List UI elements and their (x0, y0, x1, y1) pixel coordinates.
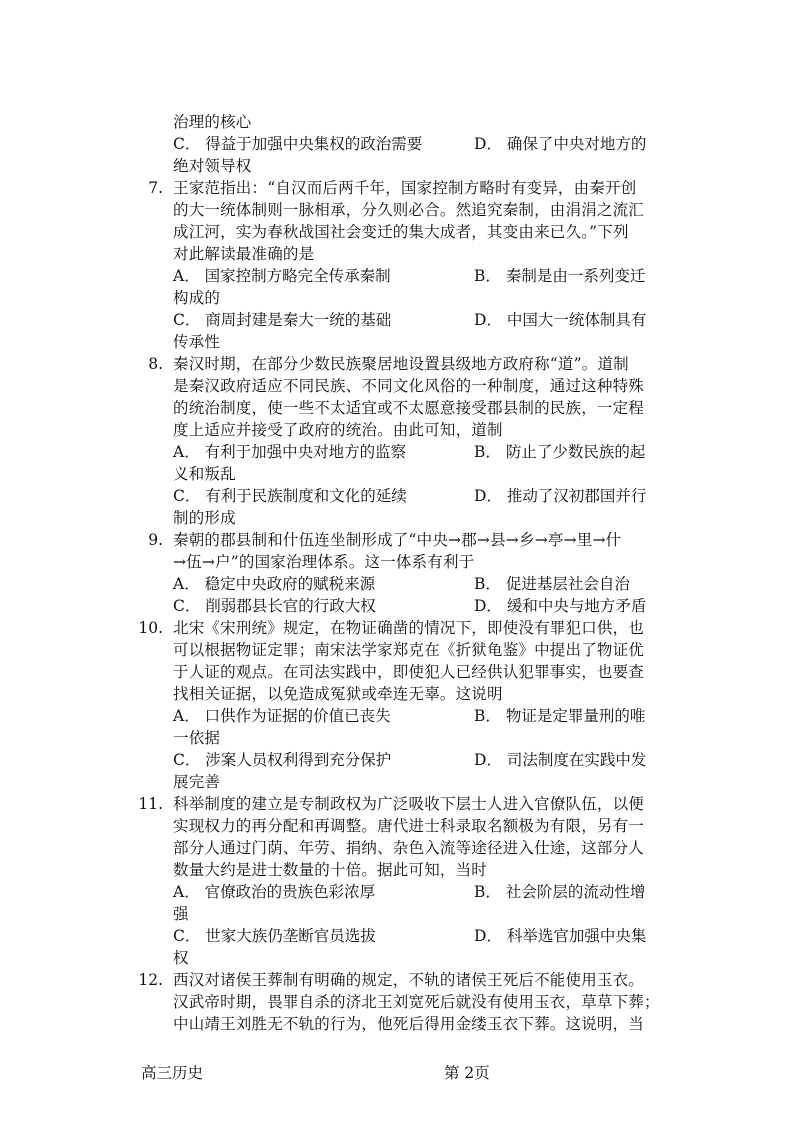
question-9-option-b: B． 促进基层社会自治 (474, 575, 630, 593)
question-10-line: 可以根据物证定罪；南宋法学家郑克在《折狱龟鉴》中提出了物证优 (173, 641, 645, 659)
question-9-option-c: C． 削弱郡县长官的行政大权 (173, 597, 376, 615)
question-11-option-d: D． 科举选官加强中央集 (474, 927, 647, 945)
question-10-option-b-wrap: 一依据 (173, 729, 221, 747)
question-7-option-c: C． 商周封建是秦大一统的基础 (173, 311, 392, 329)
question-8-line: 度上适应并接受了政府的统治。由此可知，道制 (173, 421, 503, 439)
question-7-option-b-wrap: 构成的 (173, 289, 221, 307)
question-9-number: 9. (148, 531, 163, 549)
question-7-line: 对此解读最准确的是 (173, 245, 315, 263)
footer-page-number: 第 2页 (444, 1064, 490, 1082)
question-9-option-a: A． 稳定中央政府的赋税来源 (173, 575, 376, 593)
question-7-option-a: A． 国家控制方略完全传承秦制 (173, 267, 391, 285)
question-9-option-d: D． 缓和中央与地方矛盾 (474, 597, 647, 615)
question-8-line: 的统治制度，使一些不太适宜或不太愿意接受郡县制的民族，一定程 (173, 399, 645, 417)
question-8-option-d-wrap: 制的形成 (173, 509, 236, 527)
question-11-option-b-wrap: 强 (173, 905, 189, 923)
question-7-option-d-wrap: 传承性 (173, 333, 221, 351)
question-7-number: 7. (148, 179, 163, 197)
question-10-option-b: B． 物证是定罪量刑的唯 (474, 707, 646, 725)
question-8-option-b: B． 防止了少数民族的起 (474, 443, 646, 461)
question-7-line: 王家范指出：“自汉而后两千年，国家控制方略时有变异，由秦开创 (173, 179, 637, 197)
question-10-line: 于人证的观点。在司法实践中，即使犯人已经供认犯罪事实，也要查 (173, 663, 645, 681)
question-8-number: 8. (148, 355, 163, 373)
question-7-option-b: B． 秦制是由一系列变迁 (474, 267, 646, 285)
cont-line-2: 绝对领导权 (173, 157, 252, 175)
question-11-line: 部分人通过门荫、年劳、捐纳、杂色入流等途径进入仕途，这部分人 (173, 839, 645, 857)
question-11-line: 数量大约是进士数量的十倍。据此可知，当时 (173, 861, 488, 879)
question-7-option-d: D． 中国大一统体制具有 (474, 311, 647, 329)
question-10-number: 10. (138, 619, 163, 637)
question-10-option-d-wrap: 展完善 (173, 773, 221, 791)
question-11-option-c: C． 世家大族仍垄断官员选拔 (173, 927, 376, 945)
question-8-option-a: A． 有利于加强中央对地方的监察 (173, 443, 407, 461)
question-10-line: 北宋《宋刑统》规定，在物证确凿的情况下，即使没有罪犯口供，也 (173, 619, 645, 637)
cont-option-c: C． 得益于加强中央集权的政治需要 (173, 135, 423, 153)
question-8-option-c: C． 有利于民族制度和文化的延续 (173, 487, 407, 505)
question-10-option-a: A． 口供作为证据的价值已丧失 (173, 707, 391, 725)
question-12-line: 西汉对诸侯王葬制有明确的规定，不轨的诸侯王死后不能使用玉衣。 (173, 971, 645, 989)
question-7-line: 成江河，实为春秋战国社会变迁的集大成者，其变由来已久。”下列 (173, 223, 629, 241)
question-8-option-b-wrap: 义和叛乱 (173, 465, 236, 483)
question-10-option-d: D． 司法制度在实践中发 (474, 751, 647, 769)
question-12-number: 12. (138, 971, 163, 989)
question-8-line: 是秦汉政府适应不同民族、不同文化风俗的一种制度，通过这种特殊 (173, 377, 645, 395)
question-11-line: 实现权力的再分配和再调整。唐代进士科录取名额极为有限，另有一 (173, 817, 645, 835)
cont-line-1: 治理的核心 (173, 113, 252, 131)
question-8-option-d: D． 推动了汉初郡国并行 (474, 487, 647, 505)
question-11-option-d-wrap: 权 (173, 949, 189, 967)
footer-subject: 高三历史 (141, 1064, 204, 1082)
cont-option-d: D． 确保了中央对地方的 (474, 135, 647, 153)
question-9-line: →伍→户”的国家治理体系。这一体系有利于 (173, 553, 475, 571)
question-11-number: 11. (138, 795, 163, 813)
question-12-line: 中山靖王刘胜无不轨的行为，他死后得用金缕玉衣下葬。这说明，当 (173, 1015, 645, 1033)
question-11-line: 科举制度的建立是专制政权为广泛吸收下层士人进入官僚队伍，以便 (173, 795, 645, 813)
question-10-option-c: C． 涉案人员权利得到充分保护 (173, 751, 392, 769)
question-11-option-a: A． 官僚政治的贵族色彩浓厚 (173, 883, 376, 901)
question-10-line: 找相关证据，以免造成冤狱或牵连无辜。这说明 (173, 685, 503, 703)
question-12-line: 汉武帝时期，畏罪自杀的济北王刘宽死后就没有使用玉衣，草草下葬； (173, 993, 660, 1011)
question-11-option-b: B． 社会阶层的流动性增 (474, 883, 646, 901)
question-8-line: 秦汉时期，在部分少数民族聚居地设置县级地方政府称“道”。道制 (173, 355, 629, 373)
question-7-line: 的大一统体制则一脉相承，分久则必合。然追究秦制，由涓涓之流汇 (173, 201, 645, 219)
question-9-line: 秦朝的郡县制和什伍连坐制形成了“中央→郡→县→乡→亭→里→什 (173, 531, 622, 549)
